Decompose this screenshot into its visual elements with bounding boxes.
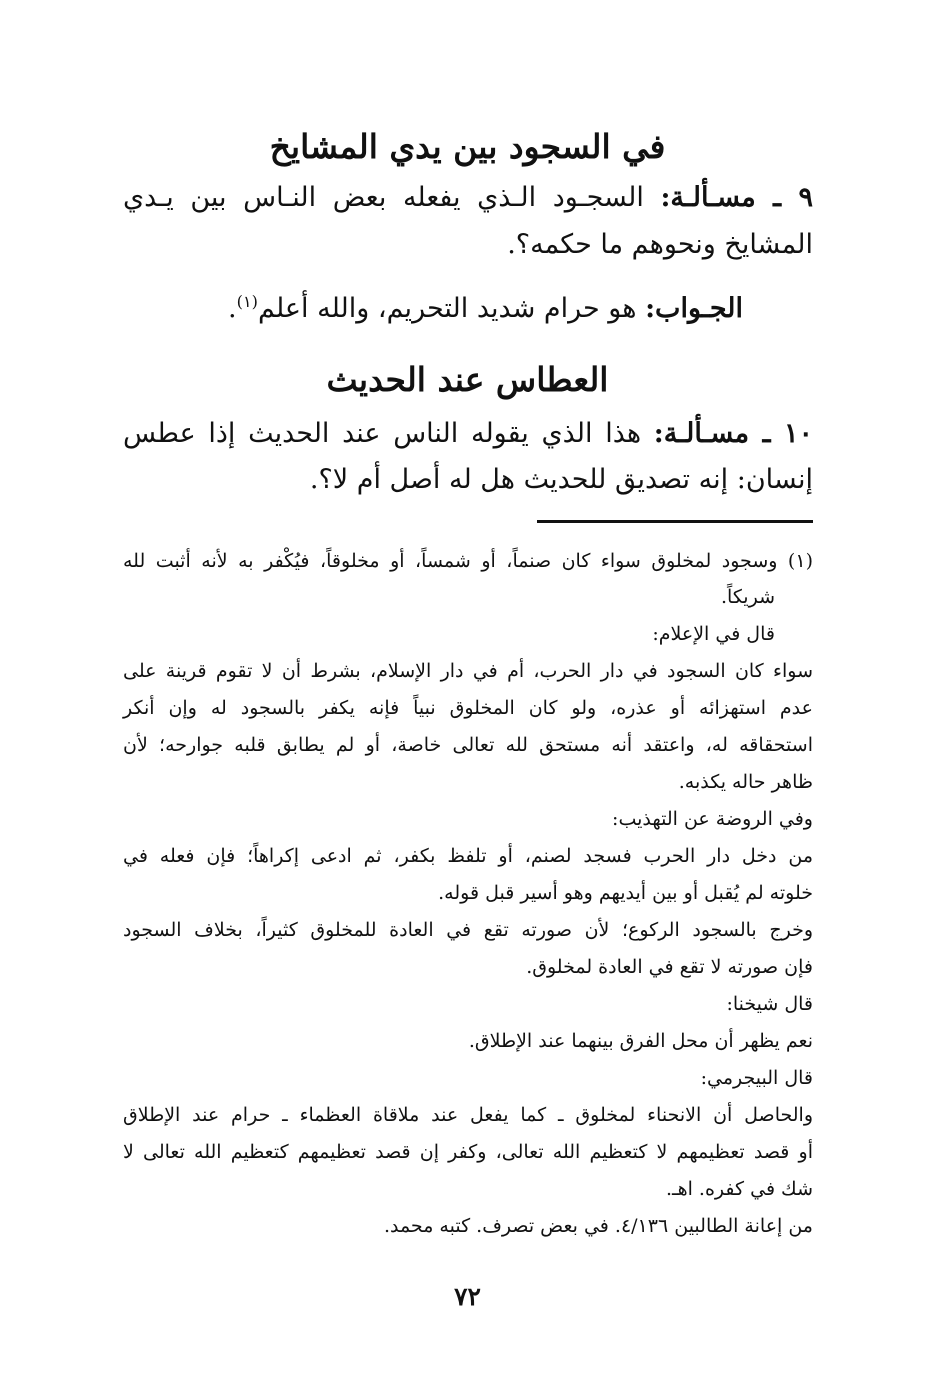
footnote-line: خلوته لم يُقبل أو بين أيديهم وهو أسير قبل قوله. (438, 882, 813, 904)
question-9-text-1: السجـود الـذي يفعله بعض النـاس بين يـدي (123, 182, 644, 213)
footnote-line: أو قصد تعظيمهم لا كتعظيم الله تعالى، وكفر إن قصد تعظيمهم كتعظيم الله تعالى لا (123, 1141, 813, 1163)
footnote-separator (537, 520, 813, 523)
footnote-ref: (١) (236, 292, 258, 311)
question-9-label: ٩ ـ مسـألـة: (660, 182, 813, 213)
question-10-label: ١٠ ـ مسـألـة: (653, 418, 813, 449)
question-9-line-1 (123, 182, 813, 214)
footnote-line: من إعانة الطالبين ٤/١٣٦. في بعض تصرف. كتبه محمد. (383, 1215, 813, 1237)
footnote-line: وخرج بالسجود الركوع؛ لأن صورته تقع في العادة للمخلوق كثيراً، بخلاف السجود (123, 919, 813, 941)
question-10-text-1: هذا الذي يقوله الناس عند الحديث إذا عطس (123, 418, 642, 449)
footnote-line: وفي الروضة عن التهذيب: (612, 808, 813, 830)
footnote-line: والحاصل أن الانحناء لمخلوق ـ كما يفعل عند ملاقاة العظماء ـ حرام عند الإطلاق (123, 1104, 813, 1126)
footnote-line: (١) وسجود لمخلوق سواء كان صنماً، أو شمساً، أو مخلوقاً، فيُكْفر به لأنه أثبت لله (123, 550, 813, 572)
footnote-line: ظاهر حاله يكذبه. (678, 771, 813, 793)
footnote-line: من دخل دار الحرب فسجد لصنم، أو تلفظ بكفر، ثم ادعى إكراهاً؛ فإن فعله في (123, 845, 813, 867)
footnote-line: استحقاقه له، واعتقد أنه مستحق لله تعالى خاصة، أو لم يطابق قلبه جوارحه؛ لأن (123, 734, 813, 756)
footnote-line: عدم استهزائه أو عذره، ولو كان المخلوق نبياً فإنه يكفر بالسجود له وإن أنكر (123, 697, 813, 719)
page-number: ٧٢ (454, 1282, 481, 1311)
answer-9-label: الجـواب: (645, 293, 743, 324)
footnote-line: قال في الإعلام: (652, 623, 775, 645)
answer-9: الجـواب: هو حرام شديد التحريم، والله أعلم$^{(١)}$. (228, 292, 743, 324)
footnote-line: فإن صورته لا تقع في العادة لمخلوق. (526, 956, 813, 978)
question-9-line-2: المشايخ ونحوهم ما حكمه؟. (507, 229, 813, 260)
footnote-line: سواء كان السجود في دار الحرب، أم في دار الإسلام، بشرط أن لا تقوم قرينة على (123, 660, 813, 682)
section-heading-sneezing: العطاس عند الحديث (326, 360, 609, 399)
section-heading-sujood: في السجود بين يدي المشايخ (269, 127, 666, 166)
footnote-line: قال شيخنا: (726, 993, 813, 1015)
question-10-line-2: إنسان: إنه تصديق للحديث هل له أصل أم لا؟. (309, 464, 813, 495)
footnote-line: شريكاً. (720, 586, 775, 608)
answer-9-text: هو حرام شديد التحريم، والله أعلم (258, 293, 637, 324)
footnote-line: نعم يظهر أن محل الفرق بينهما عند الإطلاق. (468, 1030, 813, 1052)
footnote-line: قال البيجرمي: (700, 1067, 813, 1089)
footnote-line: شك في كفره. اهـ. (665, 1178, 813, 1200)
question-10-line-1 (123, 418, 813, 450)
